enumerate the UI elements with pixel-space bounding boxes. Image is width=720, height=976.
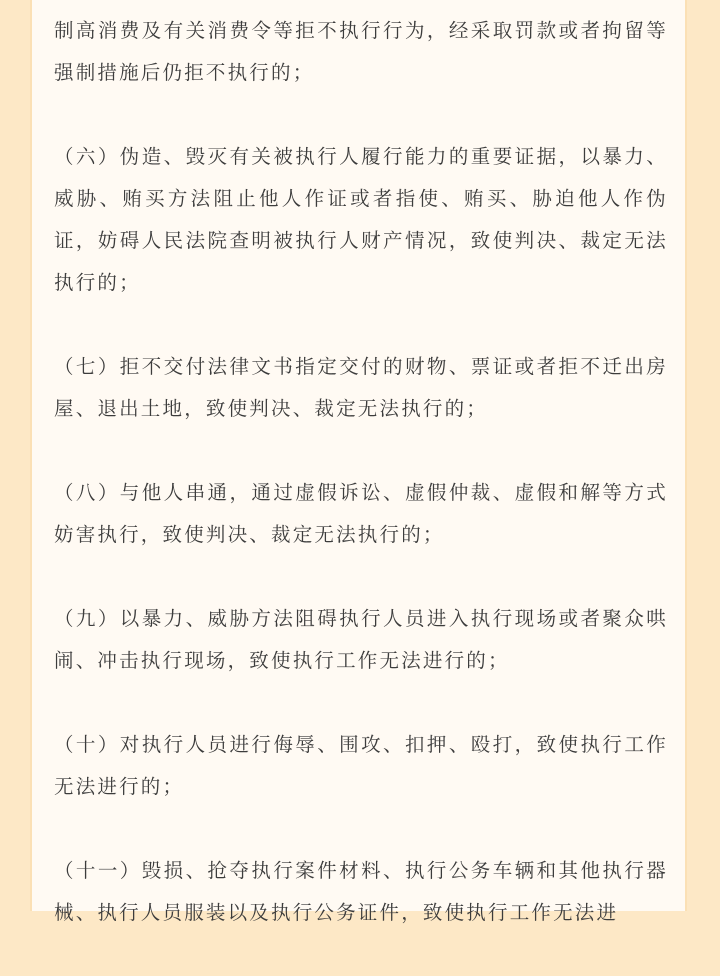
article-card bbox=[30, 0, 687, 924]
paragraph-continuation: 制高消费及有关消费令等拒不执行行为，经采取罚款或者拘留等强制措施后仍拒不执行的； bbox=[54, 19, 668, 84]
paragraph-item-7: （七）拒不交付法律文书指定交付的财物、票证或者拒不迁出房屋、退出土地，致使判决、裁定无法执行的； bbox=[54, 355, 668, 420]
paragraph-item-11: （十一）毁损、抢夺执行案件材料、执行公务车辆和其他执行器械、执行人员服装以及执行公务证件，致使执行工作无法进 bbox=[54, 859, 668, 924]
paragraph-item-9: （九）以暴力、威胁方法阻碍执行人员进入执行现场或者聚众哄闹、冲击执行现场，致使执行工作无法进行的； bbox=[54, 607, 668, 672]
paragraph-item-6: （六）伪造、毁灭有关被执行人履行能力的重要证据，以暴力、威胁、贿买方法阻止他人作证或者指使、贿买、胁迫他人作伪证，妨碍人民法院查明被执行人财产情况，致使判决、裁定无法执行的； bbox=[54, 145, 668, 294]
paragraph-item-8: （八）与他人串通，通过虚假诉讼、虚假仲裁、虚假和解等方式妨害执行，致使判决、裁定无法执行的； bbox=[54, 481, 668, 546]
paragraph-item-10: （十）对执行人员进行侮辱、围攻、扣押、殴打，致使执行工作无法进行的； bbox=[54, 733, 668, 798]
article-body bbox=[54, 10, 668, 976]
